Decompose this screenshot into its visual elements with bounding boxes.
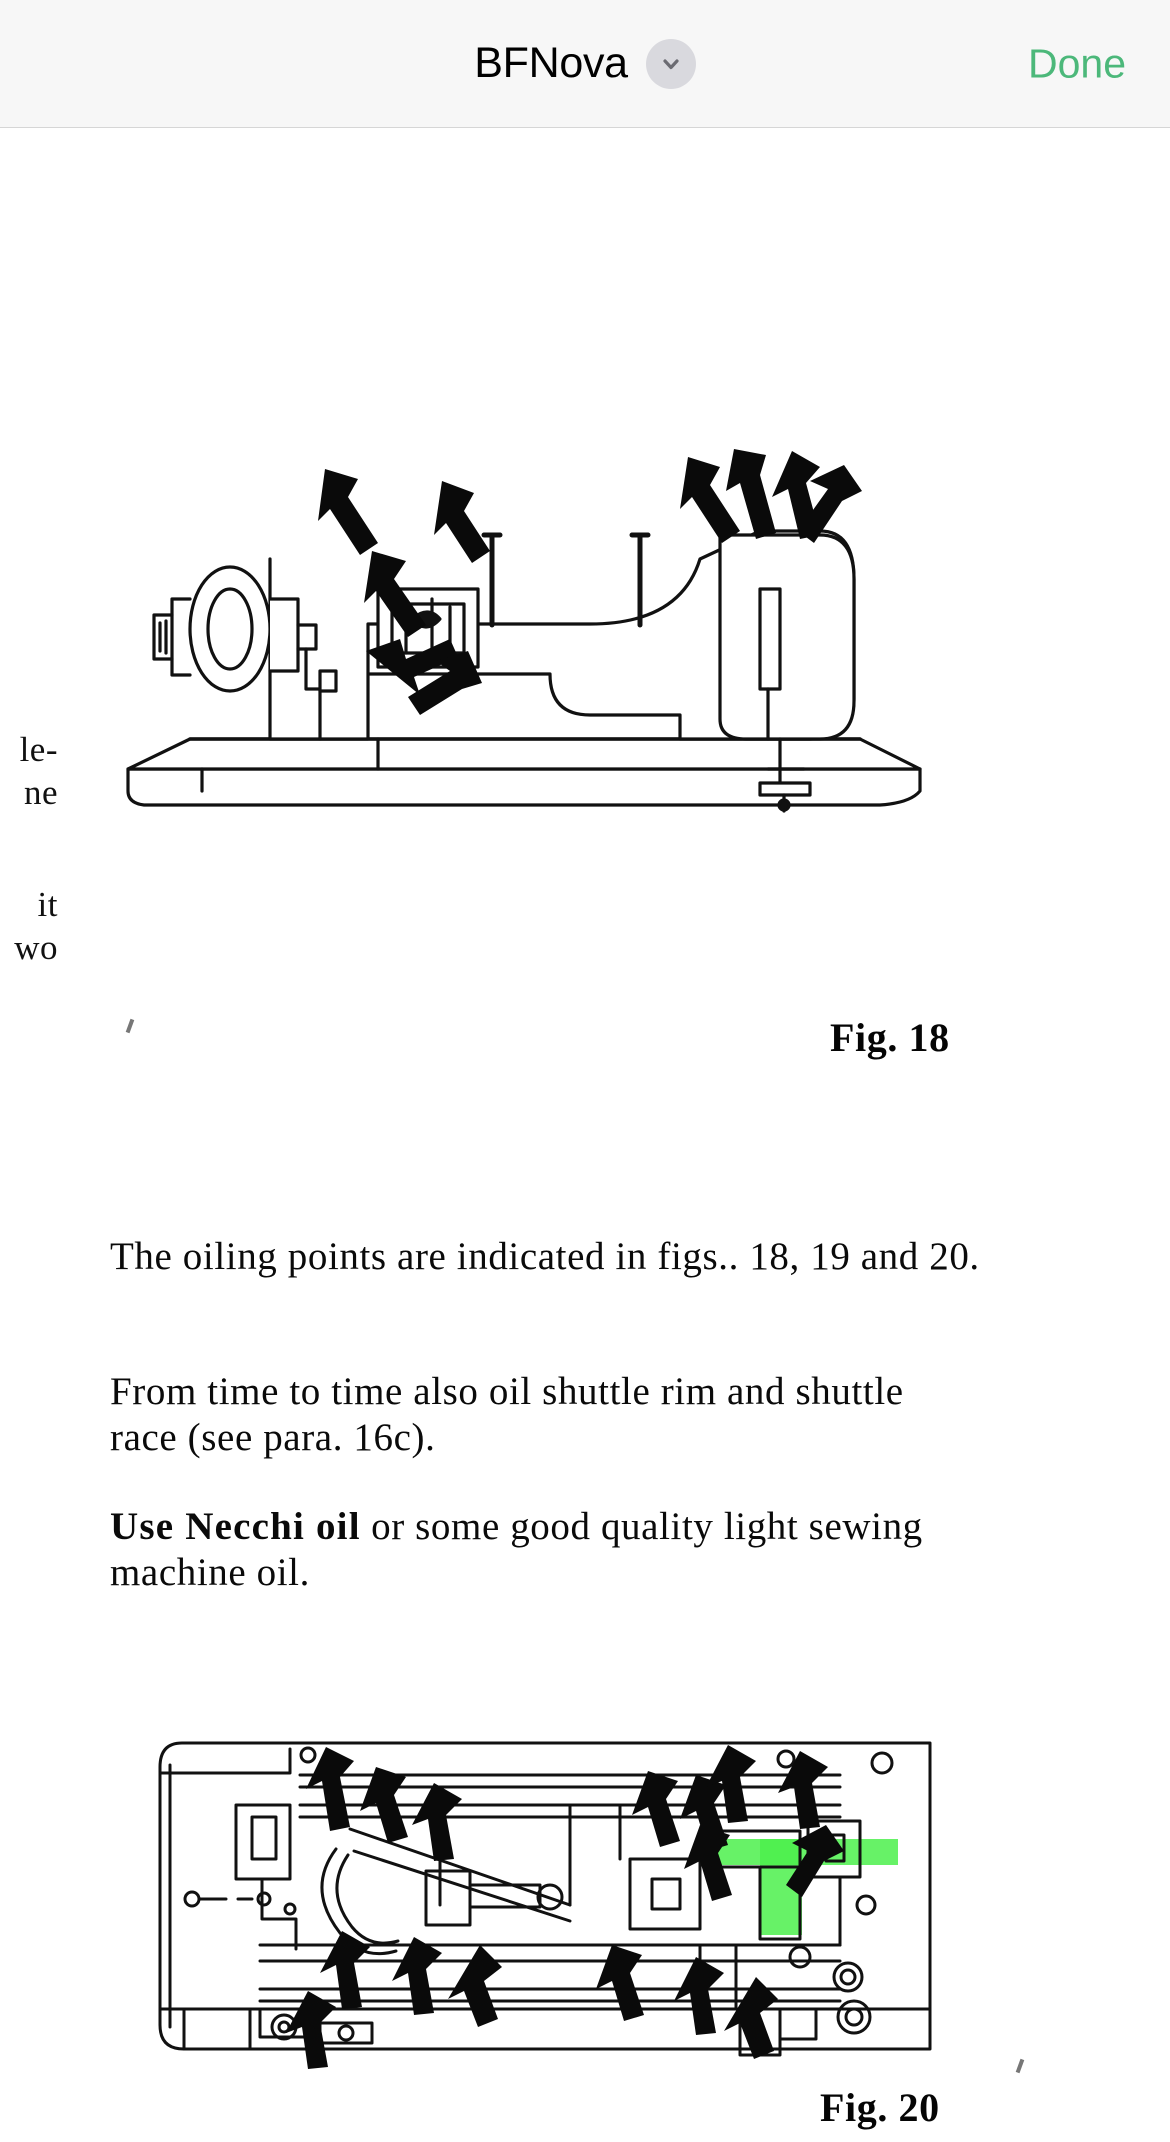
margin-text-fragment-1: le- ne bbox=[19, 730, 58, 812]
figure-18-caption: Fig. 18 bbox=[830, 1015, 950, 1060]
done-button[interactable]: Done bbox=[1027, 40, 1126, 86]
figure-20-illustration bbox=[140, 1709, 980, 2089]
top-navigation-bar bbox=[0, 0, 1170, 128]
necchi-oil-rest: or some good quality light sewing machine oil. bbox=[110, 1505, 923, 1595]
chevron-down-icon[interactable] bbox=[646, 39, 696, 89]
document-page[interactable] bbox=[0, 129, 1170, 2142]
margin-text-fragment-2: it wo bbox=[14, 885, 58, 967]
paragraph-necchi-oil bbox=[110, 1504, 980, 1596]
stray-ink-mark-2 bbox=[1016, 2059, 1025, 2074]
paragraph-shuttle-rim: From time to time also oil shuttle rim and shuttle race (see para. 16c). bbox=[110, 1370, 904, 1460]
stray-ink-mark bbox=[126, 1019, 135, 1034]
paragraph-oiling-points: The oiling points are indicated in figs.. 18, 19 and 20. bbox=[110, 1235, 980, 1278]
figure-18-illustration bbox=[120, 439, 990, 859]
page-title: BFNova bbox=[474, 39, 628, 87]
figure-20-caption: Fig. 20 bbox=[820, 2085, 940, 2130]
document-title-group[interactable] bbox=[474, 39, 696, 89]
necchi-oil-bold-lead: Use Necchi oil bbox=[110, 1505, 361, 1548]
